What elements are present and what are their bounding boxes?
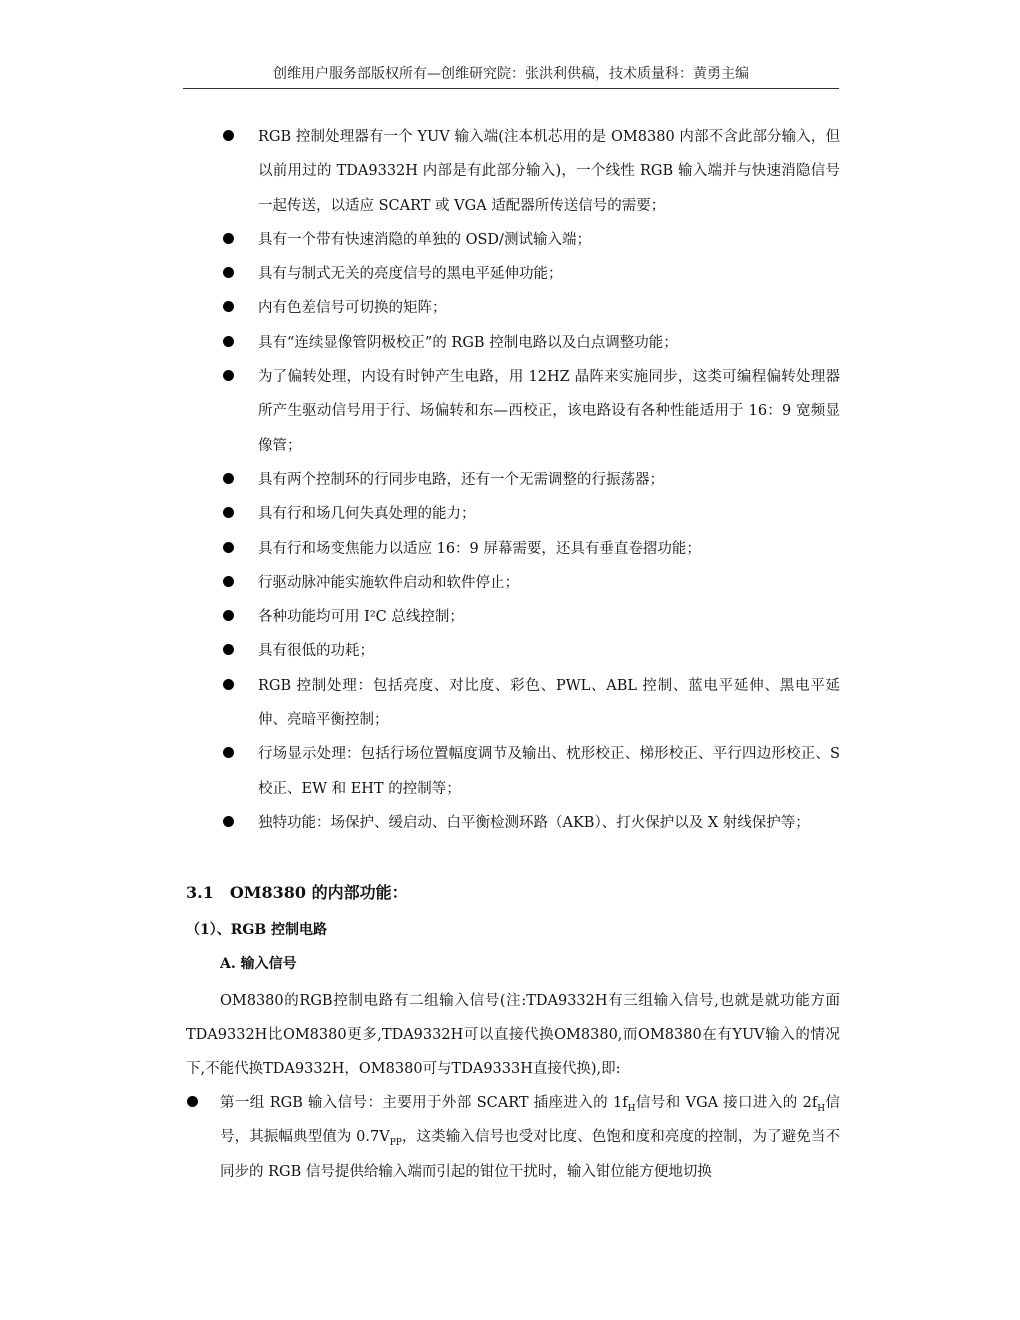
bullet-icon [223,576,234,587]
list-item: 第一组 RGB 输入信号：主要用于外部 SCART 插座进入的 $1f_H$信号和 VGA 接口进入的 $2f_H$信号，其振幅典型值为 $0.7V_{PP}$，这类输入信号也受对比度、色饱和度和亮度的控制，为了避免当不同步的 RGB 信号提供给输入端而引起的钳位干扰时，输入钳位能方便地切换 [186,1086,840,1189]
list-item: 具有两个控制环的行同步电路，还有一个无需调整的行振荡器； [222,463,840,497]
page-header: 创维用户服务部版权所有—创维研究院：张洪利供稿，技术质量科：黄勇主编 [273,66,749,82]
signal-list [186,1086,840,1189]
list-item: 具有“连续显像管阴极校正”的 RGB 控制电路以及白点调整功能； [222,326,840,360]
list-item: RGB 控制处理器有一个 YUV 输入端(注本机芯用的是 OM8380 内部不含此部分输入，但以前用过的 TDA9332H 内部是有此部分输入)，一个线性 RGB 输入端并与快速消隐信号一起传送，以适应 SCART 或 VGA 适配器所传送信号的需要； [222,120,840,223]
bullet-icon [223,542,234,553]
list-item: RGB 控制处理：包括亮度、对比度、彩色、PWL、ABL 控制、蓝电平延伸、黑电平延伸、亮暗平衡控制； [222,669,840,738]
bullet-icon [223,267,234,278]
body-paragraph: OM8380的RGB控制电路有二组输入信号(注:TDA9332H有三组输入信号,也就是就功能方面TDA9332H比OM8380更多,TDA9332H可以直接代换OM8380,而OM8380在有YUV输入的情况下,不能代换TDA9332H，OM8380可与TDA9333H直接代换),即: [186,993,840,1077]
bullet-icon [223,644,234,655]
subsubsection-title: A. 输入信号 [220,956,297,972]
bullet-icon [223,507,234,518]
bullet-icon [223,233,234,244]
section-title: 3.1 OM8380 的内部功能： [186,883,408,902]
bullet-icon [187,1096,198,1107]
list-item: 具有很低的功耗； [222,634,840,668]
list-item: 具有行和场几何失真处理的能力； [222,497,840,531]
bullet-icon [223,130,234,141]
list-item: 独特功能：场保护、缓启动、白平衡检测环路（AKB）、打火保护以及 X 射线保护等； [222,806,840,840]
list-item: 为了偏转处理，内设有时钟产生电路，用 12HZ 晶阵来实施同步，这类可编程偏转处理器所产生驱动信号用于行、场偏转和东—西校正，该电路设有各种性能适用于 16：9 宽频显像管； [222,360,840,463]
feature-list [222,120,840,840]
bullet-icon [223,336,234,347]
subsection-title: （1）、RGB 控制电路 [186,922,328,938]
bullet-icon [223,679,234,690]
list-item: 内有色差信号可切换的矩阵； [222,291,840,325]
list-item: 各种功能均可用 I²C 总线控制； [222,600,840,634]
list-item: 具有行和场变焦能力以适应 16：9 屏幕需要，还具有垂直卷摺功能； [222,532,840,566]
bullet-icon [223,473,234,484]
bullet-icon [223,610,234,621]
bullet-icon [223,370,234,381]
bullet-icon [223,747,234,758]
list-item: 行场显示处理：包括行场位置幅度调节及输出、枕形校正、梯形校正、平行四边形校正、S 校正、EW 和 EHT 的控制等； [222,737,840,806]
list-item: 行驱动脉冲能实施软件启动和软件停止； [222,566,840,600]
header-divider [183,88,839,89]
list-item: 具有与制式无关的亮度信号的黑电平延伸功能； [222,257,840,291]
list-item: 具有一个带有快速消隐的单独的 OSD/测试输入端； [222,223,840,257]
bullet-icon [223,816,234,827]
bullet-icon [223,301,234,312]
